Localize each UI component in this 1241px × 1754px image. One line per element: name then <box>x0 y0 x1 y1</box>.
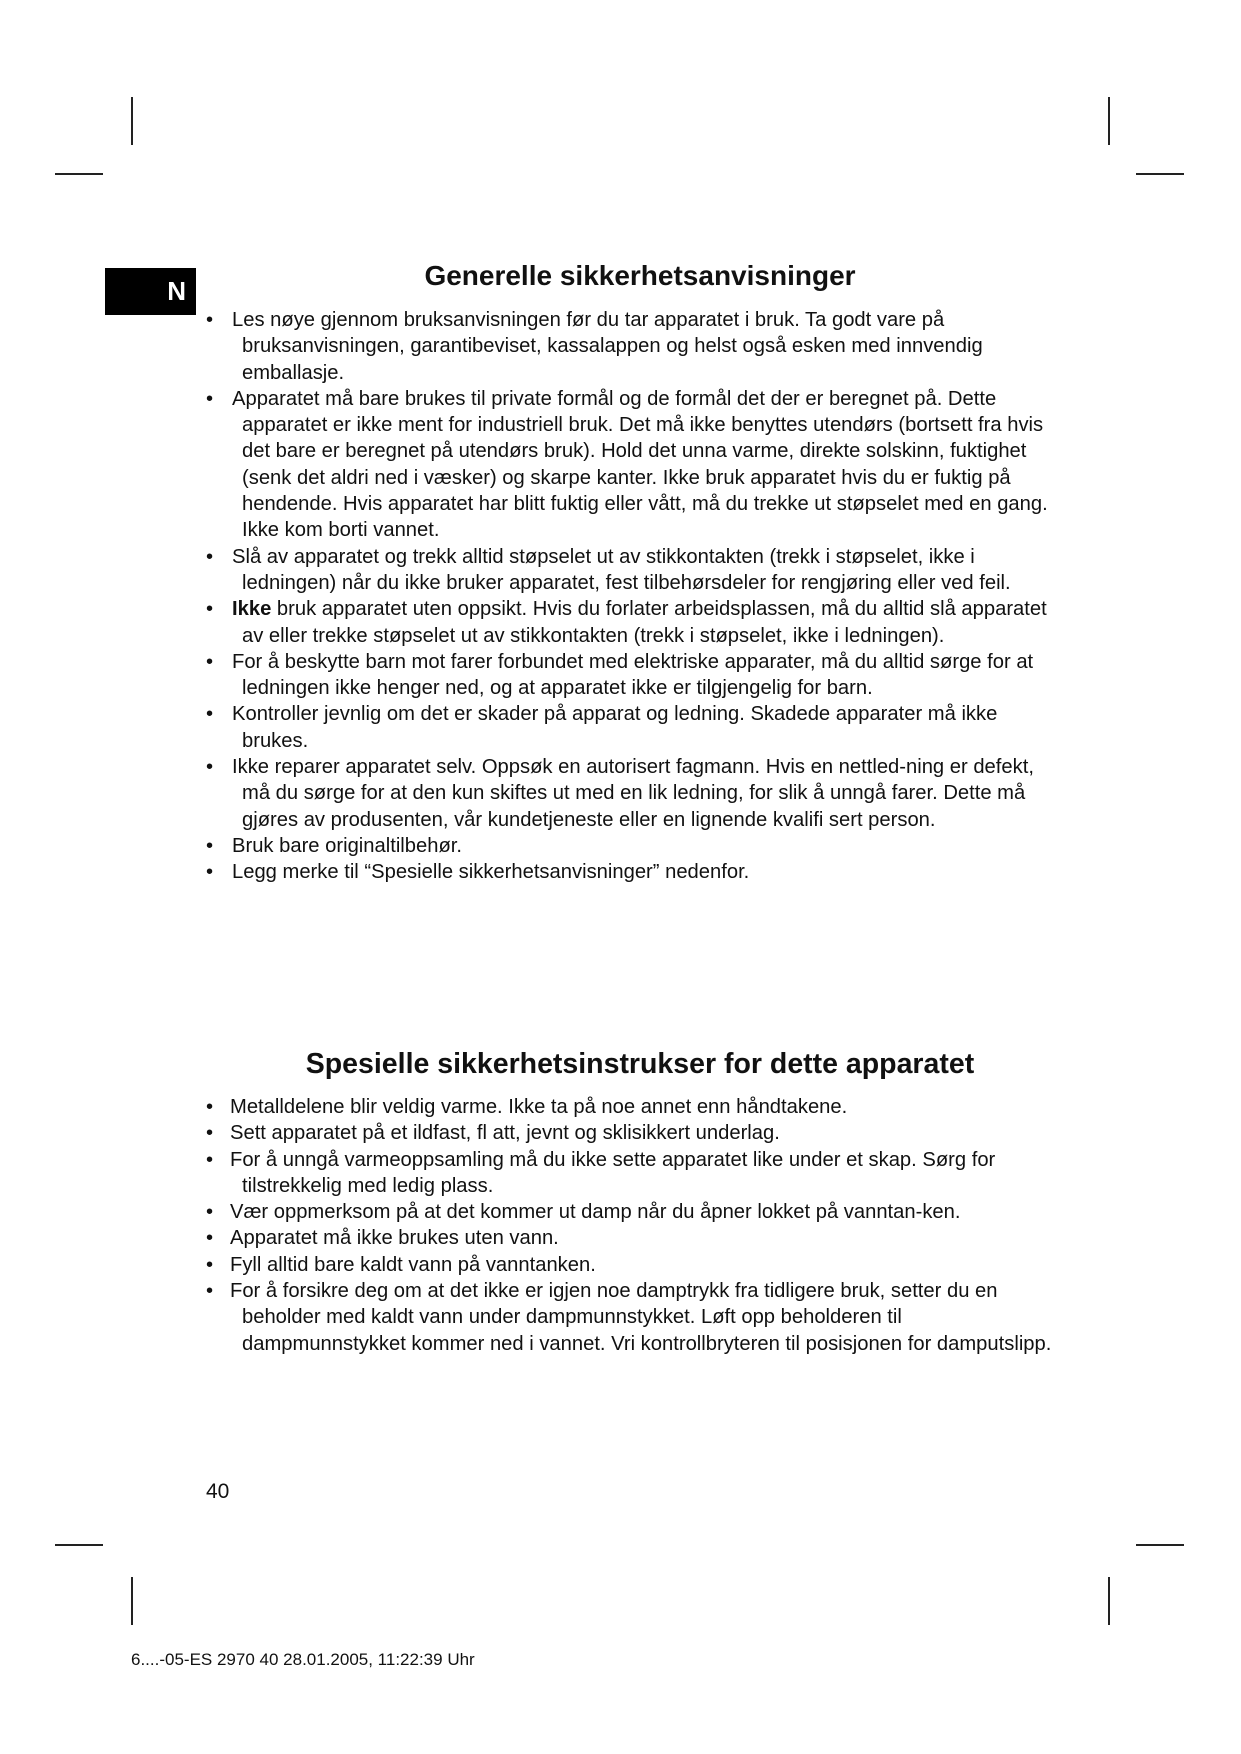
list-item-text: bruk apparatet uten oppsikt. Hvis du forlater arbeidsplassen, må du alltid slå apparatet av eller trekke støpselet ut av stikkontakten (trekk i støpselet, ikke i ledningen). <box>242 598 1047 647</box>
list-item <box>206 1120 1066 1146</box>
list-item-text: Slå av apparatet og trekk alltid støpselet ut av stikkontakten (trekk i støpselet, ikke i ledningen) når du ikke bruker apparatet, fest tilbehørsdeler for rengjøring eller ved feil. <box>232 545 1011 594</box>
bullet: • <box>206 309 214 331</box>
print-footer: 6....-05-ES 2970 40 28.01.2005, 11:22:39 Uhr <box>131 1650 475 1669</box>
bullet: • <box>206 1096 214 1118</box>
bullet: • <box>206 703 214 726</box>
crop-mark-bottom-right-horizontal <box>1136 1544 1184 1546</box>
list-item-text: Sett apparatet på et ildfast, fl att, jevnt og sklisikkert underlag. <box>230 1122 780 1145</box>
list-item-text: Vær oppmerksom på at det kommer ut damp når du åpner lokket på vanntan-ken. <box>230 1201 961 1224</box>
crop-mark-top-right-vertical <box>1108 97 1110 145</box>
list-item <box>206 1225 1066 1251</box>
list-item-text: Fyll alltid bare kaldt vann på vanntanken. <box>230 1253 596 1276</box>
list-item <box>206 1094 1066 1120</box>
bullet: • <box>206 834 214 857</box>
bullet: • <box>206 1280 214 1303</box>
list-item-text: Apparatet må bare brukes til private formål og de formål det der er beregnet på. Dette apparatet er ikke ment for industriell bruk. Det må ikke benyttes utendørs (bortsett fra hvis det bare er beregnet på utendørs bruk). Hold det unna varme, direkte solskinn, fuktighet (senk det aldri ned i væsker) og skarpe kanter. Ikke bruk apparatet hvis du er fuktig på hendende. Hvis apparatet har blitt fuktig eller vått, må du trekke ut støpselet med en gang. Ikke kom borti vannet. <box>232 387 1048 542</box>
bullet: • <box>206 1227 214 1250</box>
list-item <box>206 859 1066 885</box>
bullet: • <box>206 756 214 779</box>
crop-mark-bottom-right-vertical <box>1108 1577 1110 1625</box>
bullet: • <box>206 1148 214 1171</box>
bullet: • <box>206 1201 214 1224</box>
bullet: • <box>206 387 214 410</box>
language-tab: N <box>105 268 196 315</box>
list-item-text: For å unngå varmeoppsamling må du ikke sette apparatet like under et skap. Sørg for tilstrekkelig med ledig plass. <box>230 1148 996 1197</box>
list-item-text: Metalldelene blir veldig varme. Ikke ta på noe annet enn håndtakene. <box>230 1096 848 1118</box>
list-item-text: Ikke reparer apparatet selv. Oppsøk en autorisert fagmann. Hvis en nettled-ning er defekt, må du sørge for at den kun skiftes ut med en lik ledning, for slik å unngå farer. Dette må gjøres av produsenten, vår kundetjeneste eller en lignende kvalifi sert person. <box>232 756 1034 831</box>
general-safety-list <box>206 307 1066 886</box>
list-item <box>206 544 1066 597</box>
list-item-text: Legg merke til “Spesielle sikkerhetsanvisninger” nedenfor. <box>232 861 750 884</box>
special-safety-list <box>206 1094 1066 1357</box>
list-item <box>206 1278 1066 1357</box>
list-item <box>206 701 1066 754</box>
list-item <box>206 1147 1066 1200</box>
bullet: • <box>206 861 214 884</box>
list-item <box>206 1199 1066 1225</box>
list-item <box>206 596 1066 649</box>
list-item <box>206 1252 1066 1278</box>
crop-mark-top-left-vertical <box>131 97 133 145</box>
crop-mark-top-left-horizontal <box>55 173 103 175</box>
bullet: • <box>206 1122 214 1145</box>
list-item-text: For å beskytte barn mot farer forbundet med elektriske apparater, må du alltid sørge for at ledningen ikke henger ned, og at apparatet ikke er tilgjengelig for barn. <box>232 650 1034 700</box>
crop-mark-bottom-left-horizontal <box>55 1544 103 1546</box>
list-item-text: For å forsikre deg om at det ikke er igjen noe damptrykk fra tidligere bruk, setter du en beholder med kaldt vann under dampmunnstykket. Løft opp beholderen til dampmunnstykket kommer ned i vannet. Vri kontrollbryteren til posisjonen for damputslipp. <box>230 1280 1052 1355</box>
list-item <box>206 833 1066 859</box>
list-item-text: Les nøye gjennom bruksanvisningen før du tar apparatet i bruk. Ta godt vare på bruksanvisningen, garantibeviset, kassalappen og helst også esken med innvendig emballasje. <box>232 309 983 384</box>
bullet: • <box>206 545 214 568</box>
list-item-text: Bruk bare originaltilbehør. <box>232 834 463 857</box>
list-item <box>206 386 1066 544</box>
list-item-bold-prefix: Ikke <box>232 598 272 621</box>
bullet: • <box>206 650 214 673</box>
bullet: • <box>206 598 214 621</box>
crop-mark-bottom-left-vertical <box>131 1577 133 1625</box>
list-item <box>206 307 1066 386</box>
page-number: 40 <box>206 1480 230 1503</box>
list-item-text: Kontroller jevnlig om det er skader på apparat og ledning. Skadede apparater må ikke brukes. <box>232 703 998 752</box>
section-general-safety-title: Generelle sikkerhetsanvisninger <box>424 260 856 291</box>
list-item <box>206 754 1066 833</box>
bullet: • <box>206 1253 214 1276</box>
section-special-safety-title: Spesielle sikkerhetsinstrukser for dette apparatet <box>305 1048 975 1080</box>
list-item <box>206 649 1066 702</box>
crop-mark-top-right-horizontal <box>1136 173 1184 175</box>
list-item-text: Apparatet må ikke brukes uten vann. <box>230 1227 559 1250</box>
